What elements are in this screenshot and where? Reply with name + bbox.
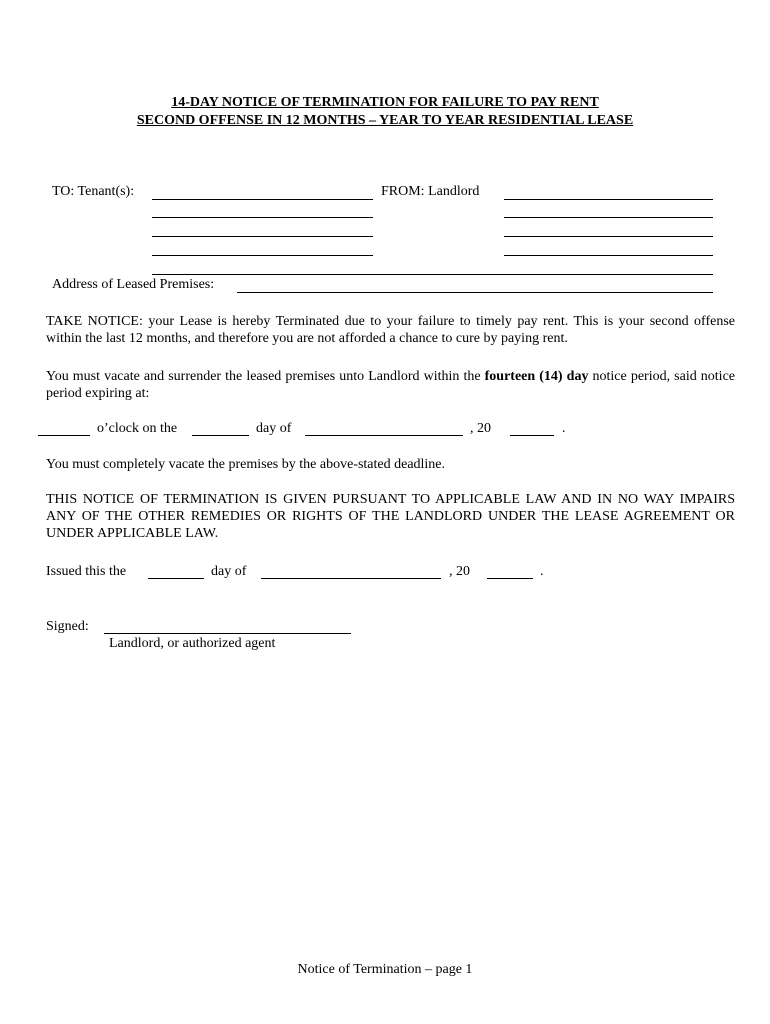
expire-year-prefix: , 20 xyxy=(470,421,491,436)
signed-label: Signed: xyxy=(46,619,89,634)
vacate-text-start: You must vacate and surrender the leased premises unto Landlord within the xyxy=(46,369,485,384)
address-line-1[interactable] xyxy=(152,274,713,275)
landlord-name-line-2[interactable] xyxy=(504,217,713,218)
issued-year-blank[interactable] xyxy=(487,578,533,579)
completely-vacate-text: You must completely vacate the premises by the above-stated deadline. xyxy=(46,457,446,472)
address-label: Address of Leased Premises: xyxy=(52,277,215,292)
landlord-name-line-3[interactable] xyxy=(504,236,713,237)
expire-day-blank[interactable] xyxy=(192,435,249,436)
landlord-name-line-4[interactable] xyxy=(504,255,713,256)
expire-year-blank[interactable] xyxy=(510,435,554,436)
oclock-label: o’clock on the xyxy=(97,421,178,436)
tenant-name-line-2[interactable] xyxy=(152,217,373,218)
issued-day-blank[interactable] xyxy=(148,578,204,579)
tenant-label: TO: Tenant(s): xyxy=(52,184,135,199)
expire-period: . xyxy=(562,421,566,436)
document-title: 14-DAY NOTICE OF TERMINATION FOR FAILURE TO PAY RENT xyxy=(171,95,599,110)
signature-caption: Landlord, or authorized agent xyxy=(109,636,276,651)
page-footer: Notice of Termination – page 1 xyxy=(297,962,473,977)
notice-period-bold: fourteen (14) day xyxy=(484,369,589,384)
issued-period: . xyxy=(540,564,544,579)
address-line-2[interactable] xyxy=(237,292,713,293)
landlord-name-line-1[interactable] xyxy=(504,199,713,200)
tenant-name-line-3[interactable] xyxy=(152,236,373,237)
expire-day-of-label: day of xyxy=(256,421,292,436)
law-paragraph: THIS NOTICE OF TERMINATION IS GIVEN PURSUANT TO APPLICABLE LAW AND IN NO WAY IMPAIRS ANY OF THE OTHER REMEDIES OR RIGHTS OF THE LANDLORD UNDER THE LEASE AGREEMENT OR UNDER APPLICABLE LAW. xyxy=(46,492,735,541)
signature-line[interactable] xyxy=(104,633,351,634)
take-notice-paragraph: TAKE NOTICE: your Lease is hereby Terminated due to your failure to timely pay rent. This is your second offense within the last 12 months, and therefore you are not afforded a chance to cure by paying rent. xyxy=(46,314,735,346)
document-subtitle: SECOND OFFENSE IN 12 MONTHS – YEAR TO YEAR RESIDENTIAL LEASE xyxy=(136,113,634,128)
hour-blank[interactable] xyxy=(38,435,90,436)
vacate-text-end: notice period, said notice period expiring at: xyxy=(46,369,735,401)
tenant-name-line-4[interactable] xyxy=(152,255,373,256)
issued-year-prefix: , 20 xyxy=(449,564,470,579)
landlord-label: FROM: Landlord xyxy=(381,184,480,199)
tenant-name-line-1[interactable] xyxy=(152,199,373,200)
vacate-paragraph xyxy=(46,368,735,402)
issued-label: Issued this the xyxy=(46,564,127,579)
issued-month-blank[interactable] xyxy=(261,578,441,579)
issued-day-of-label: day of xyxy=(211,564,247,579)
expire-month-blank[interactable] xyxy=(305,435,463,436)
